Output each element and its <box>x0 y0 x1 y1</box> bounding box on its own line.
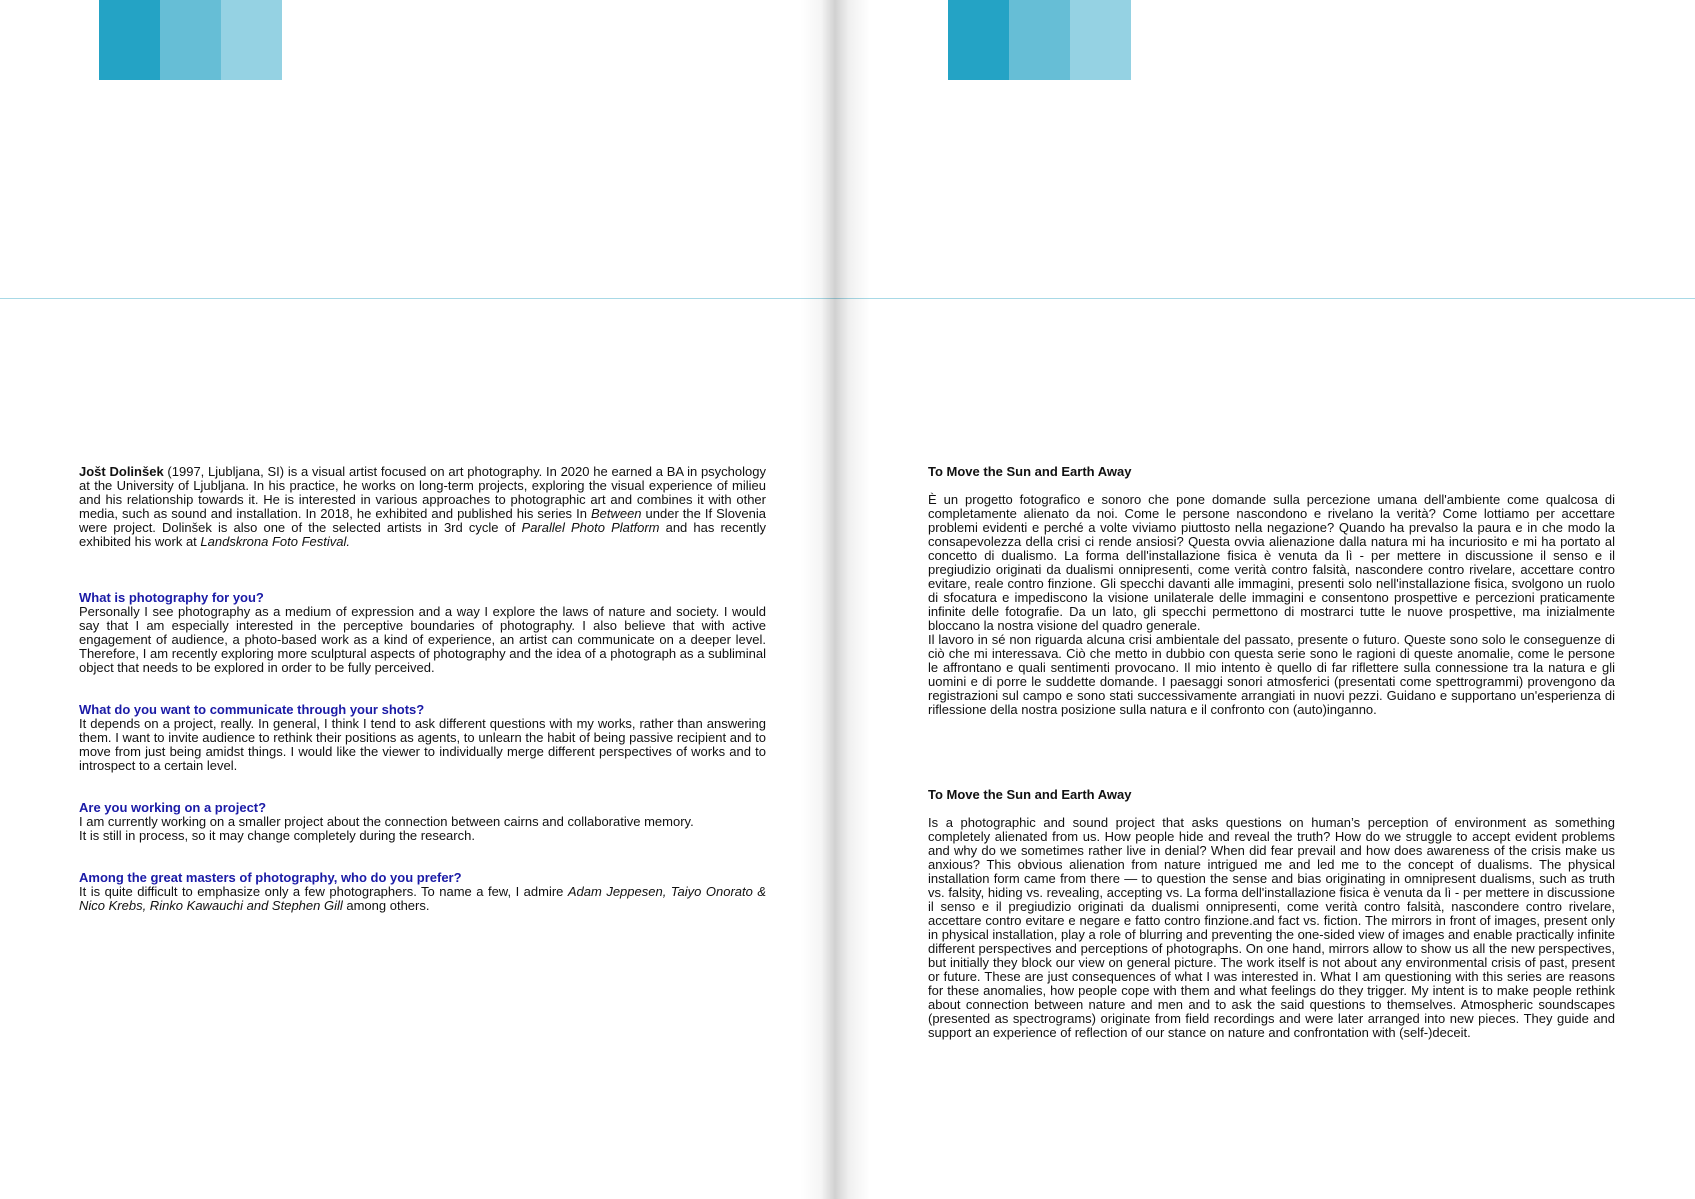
answer-4-photographers: Adam Jeppesen, Taiyo Onorato & Nico Krebs, Rinko Kawauchi and Stephen Gill <box>79 884 766 913</box>
bio-text: and has recently exhibited his work at <box>79 520 766 549</box>
bio-text: (1997, Ljubljana, SI) is a visual artist focused on art photography. In 2020 he earned a BA in psychology at the University of Ljubljana. In his practice, he works on long-term projects, exploring the visual experience of milieu and his relationship towards it. He is interested in various approaches to photographic art and combines it with other media, such as sound and installation. In 2018, he exhibited and published his series In <box>79 464 766 521</box>
artist-bio <box>79 465 766 549</box>
color-block-light <box>1070 0 1131 80</box>
color-blocks-left <box>99 0 282 80</box>
project-title-it: To Move the Sun and Earth Away <box>928 464 1132 479</box>
question-3: Are you working on a project? <box>79 800 267 815</box>
bio-festival-name: Landskrona Foto Festival. <box>200 534 350 549</box>
left-column <box>79 465 766 913</box>
project-text-en: Is a photographic and sound project that asks questions on human’s perception of environment as something completely alienated from us. How people hide and reveal the truth? How do we struggle to accept evident problems and why do we sometimes rather live in denial? When did fear prevail and how does awareness of the crisis make us anxious? This obvious alienation from nature intrigued me and led me to the concept of dualisms. The physical installation form came from there — to question the sense and bias originating in omnipresent dualisms, such as truth vs. falsity, hiding vs. revealing, accepting vs. La forma dell'installazione fisica è venuta da lì - per mettere in discussione il senso e il pregiudizio originati da dualismi onnipresenti, come verità contro falsità, nascondere contro rivelare, accettare contro evitare e negare e fatto contro finzione.and fact vs. fiction. The mirrors in front of images, present only in physical installation, play a role of blurring and preventing the one-sided view of images and enable practically infinite different perspectives and perceptions of photographs. On one hand, mirrors allow to show us all the new perspectives, but initially they block our view on general picture. The work itself is not about any environmental crisis of past, present or future. These are just consequences of what I was interested in. What I am questioning with this series are reasons for these anomalies, how people cope with them and what feelings do they trigger. My intent is to make people rethink about connection between nature and men and to ask the said questions to themselves. Atmospheric soundscapes (presented as spectrograms) originate from field recordings and were later arranged into new pieces. They guide and support an experience of reflection of our stance on nature and confrontation with (self-)deceit. <box>928 815 1615 1040</box>
answer-3a: I am currently working on a smaller project about the connection between cairns and collaborative memory. <box>79 814 694 829</box>
bio-platform-name: Parallel Photo Platform <box>521 520 660 535</box>
answer-2: It depends on a project, really. In general, I think I tend to ask different questions with my works, rather than answering them. I want to invite audience to rethink their positions as agents, to unlearn the habit of being passive recipient and to move from just being amidst things. I would like the viewer to individually merge different perspectives of works and to introspect to a certain level. <box>79 716 766 773</box>
color-block-dark <box>99 0 160 80</box>
color-blocks-right <box>948 0 1131 80</box>
answer-1: Personally I see photography as a medium of expression and a way I explore the laws of nature and society. I would say that I am especially interested in the perceptive boundaries of photography. I also believe that with active engagement of audience, a photo-based work as a kind of experience, an artist can communicate on a deeper level. Therefore, I am recently exploring more sculptural aspects of photography and the idea of a photograph as a subliminal object that needs to be explored in order to be fully perceived. <box>79 604 766 675</box>
right-column-english <box>928 788 1615 1040</box>
answer-4-text: It is quite difficult to emphasize only a few photographers. To name a few, I admire <box>79 884 568 899</box>
right-column-italian <box>928 465 1615 717</box>
artist-name: Jošt Dolinšek <box>79 464 164 479</box>
question-4: Among the great masters of photography, who do you prefer? <box>79 870 462 885</box>
project-text-it-1: È un progetto fotografico e sonoro che pone domande sulla percezione umana dell'ambiente come qualcosa di completamente alienato da noi. Come le persone nascondono e rivelano la verità? Come lottiamo per accettare problemi evidenti e perché a volte viviamo piuttosto nella negazione? Quando ha prevalso la paura e in che modo la consapevolezza della crisi ci rende ansiosi? Questa ovvia alienazione dalla natura mi ha incuriosito e mi ha portato al concetto di dualismo. La forma dell'installazione fisica è venuta da lì - per mettere in discussione il senso e il pregiudizio originati da dualismi onnipresenti, come verità contro falsità, nascondere contro rivelare, accettare contro evitare, reale contro finzione. Gli specchi davanti alle immagini, presenti solo nell'installazione fisica, svolgono un ruolo di sfocatura e impediscono la visione unilaterale delle immagini e consentono prospettive e percezioni praticamente infinite delle fotografie. Da un lato, gli specchi permettono di mostrarci tutte le nuove prospettive, ma inizialmente bloccano la nostra visione del quadro generale. <box>928 492 1615 633</box>
color-block-light <box>221 0 282 80</box>
question-2: What do you want to communicate through your shots? <box>79 702 425 717</box>
project-title-en: To Move the Sun and Earth Away <box>928 787 1132 802</box>
answer-3b: It is still in process, so it may change completely during the research. <box>79 828 475 843</box>
answer-4 <box>79 885 766 913</box>
color-block-dark <box>948 0 1009 80</box>
bio-text: under the If Slovenia were project. Dolinšek is also one of the selected artists in 3rd cycle of <box>79 506 767 535</box>
bio-series-title: Between <box>590 506 642 521</box>
answer-4-text: among others. <box>342 898 430 913</box>
project-text-it-2: Il lavoro in sé non riguarda alcuna crisi ambientale del passato, presente o futuro. Queste sono solo le conseguenze di ciò che mi interessava. Ciò che metto in dubbio con questa serie sono le ragioni di queste anomalie, come le persone le affrontano e quali sentimenti provocano. Il mio intento è quello di far riflettere sulla connessione tra la natura e gli uomini e di porre le suddette domande. I paesaggi sonori atmosferici (presentati come spettrogrammi) provengono da registrazioni sul campo e sono stati successivamente arrangiati in nuovi pezzi. Guidano e supportano un'esperienza di riflessione della nostra posizione sulla natura e il confronto con (auto)inganno. <box>928 632 1615 717</box>
horizontal-rule <box>0 298 1695 299</box>
color-block-mid <box>160 0 221 80</box>
question-1: What is photography for you? <box>79 590 264 605</box>
color-block-mid <box>1009 0 1070 80</box>
